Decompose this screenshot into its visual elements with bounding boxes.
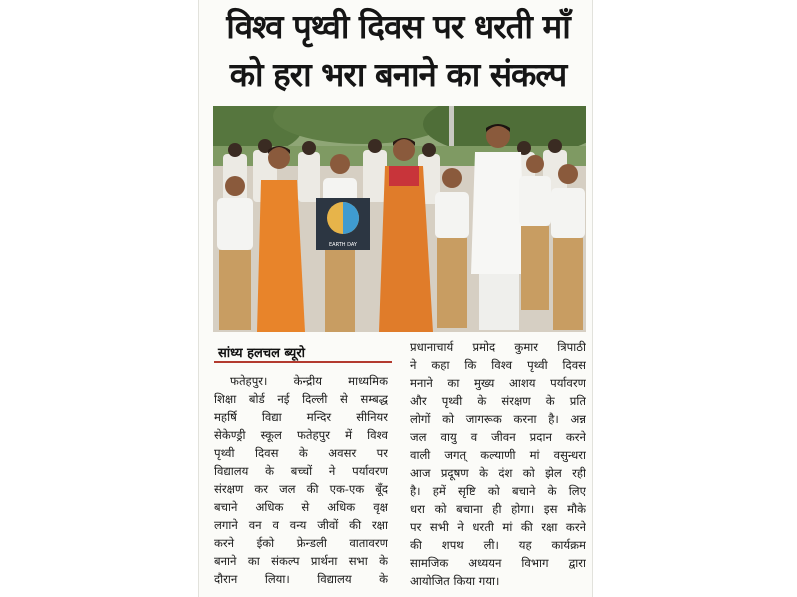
article-line: फतेहपुर। केन्द्रीय माध्यमिक xyxy=(230,374,388,388)
article-line: सेकेण्ड्री स्कूल फतेहपुर में विश्व xyxy=(214,428,388,442)
article-line: आज प्रदूषण के दंश को झेल रही xyxy=(410,466,586,480)
article-line: महर्षि विद्या मन्दिर सीनियर xyxy=(214,410,388,424)
article-line: सामजिक अध्ययन विभाग द्वारा xyxy=(410,556,586,570)
article-line: पर सभी ने धरती मां की रक्षा करने xyxy=(410,520,586,534)
article-line: आयोजित किया गया। xyxy=(410,574,500,588)
article-line: ने कहा कि विश्व पृथ्वी दिवस xyxy=(410,358,586,372)
article-line: वाली जगत् कल्याणी मां वसुन्धरा xyxy=(410,448,586,462)
article-line: धरा को बचाना ही होगा। इस मौके xyxy=(410,502,586,516)
article-line: मनाने का मुख्य आशय पर्यावरण xyxy=(410,376,586,390)
byline: सांध्य हलचल ब्यूरो xyxy=(214,343,392,363)
article-column-2 xyxy=(410,338,586,590)
assembly-photo-illustration xyxy=(213,106,586,332)
article-line: और पृथ्वी के संरक्षण के प्रति xyxy=(410,394,586,408)
article-column-1 xyxy=(214,372,388,588)
article-line: जल वायु व जीवन प्रदान करने xyxy=(410,430,586,444)
article-line: प्रधानाचार्य प्रमोद कुमार त्रिपाठी xyxy=(410,340,586,354)
headline-line-1: विश्व पृथ्वी दिवस पर धरती माँ xyxy=(226,7,570,46)
headline-line-2: को हरा भरा बनाने का संकल्प xyxy=(229,55,567,94)
article-line: पृथ्वी दिवस के अवसर पर xyxy=(214,446,388,460)
article-line: की शपथ ली। यह कार्यक्रम xyxy=(410,538,586,552)
article-line: है। हमें सृष्टि को बचाने के लिए xyxy=(410,484,586,498)
news-photo xyxy=(213,106,586,332)
article-line: बचाने अधिक से अधिक वृक्ष xyxy=(214,500,388,514)
article-line: करने ईको फ्रेन्डली वातावरण xyxy=(214,536,388,550)
article-line: बनाने का संकल्प प्रार्थना सभा के xyxy=(214,554,388,568)
article-line: दौरान लिया। विद्यालय के xyxy=(214,572,388,586)
sign-text: EARTH DAY xyxy=(329,242,357,248)
page-margin xyxy=(0,0,198,597)
article-line: शिक्षा बोर्ड नई दिल्ली से सम्बद्ध xyxy=(214,392,388,406)
article-line: विद्यालय के बच्चों ने पर्यावरण xyxy=(214,464,388,478)
article-line: संरक्षण कर जल की एक-एक बूँद xyxy=(214,482,388,496)
article-line: लगाने वन व वन्य जीवों की रक्षा xyxy=(214,518,388,532)
article-line: लोगों को जागरूक करना है। अन्न xyxy=(410,412,586,426)
